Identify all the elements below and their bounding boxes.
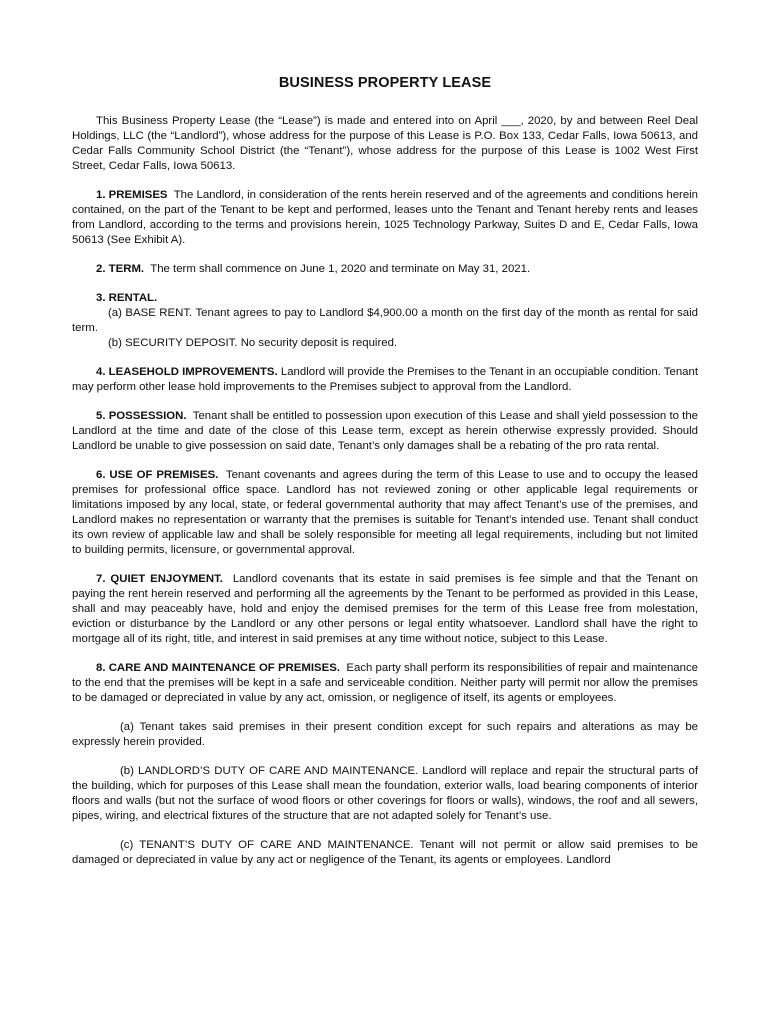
section-premises: [72, 188, 698, 248]
rental-base-rent: (a) BASE RENT. Tenant agrees to pay to Landlord $4,900.00 a month on the first day of the month as rental for said term.: [72, 307, 698, 334]
section-use-of-premises: [72, 468, 698, 558]
section-quiet-enjoyment: [72, 572, 698, 647]
section-term: [72, 262, 698, 277]
care-paragraph-a: (a) Tenant takes said premises in their present condition except for such repairs and alterations as may be expressly herein provided.: [72, 721, 698, 748]
section-leasehold-improvements: [72, 365, 698, 395]
document-body: [72, 74, 698, 882]
section-heading: 5. POSSESSION.: [96, 410, 187, 422]
document-title: BUSINESS PROPERTY LEASE: [278, 75, 492, 91]
section-heading: 3. RENTAL.: [96, 292, 158, 304]
section-heading: 7. QUIET ENJOYMENT.: [96, 573, 223, 585]
section-text: Landlord will provide the Premises to the Tenant in an occupiable condition. Tenant may perform other lease hold improvements to the Premises subject to approval from the Landlord.: [72, 366, 698, 393]
section-care-maintenance: [72, 661, 698, 706]
section-text: The Landlord, in consideration of the rents herein reserved and of the agreements and conditions herein contained, on the part of the Tenant to be kept and performed, leases unto the Tenant and Tenant hereby rents and leases from Landlord, according to the terms and provisions herein, 1025 Technology Parkway, Suites D and E, Cedar Falls, Iowa 50613 (See Exhibit A).: [72, 189, 699, 246]
section-heading: 6. USE OF PREMISES.: [96, 469, 219, 481]
section-text: Tenant covenants and agrees during the term of this Lease to use and to occupy the leased premises for professional office space. Landlord has not reviewed zoning or other applicable legal requirements or limitations imposed by any local, state, or federal governmental authority that may affect Tenant’s use of the premises, and Landlord makes no representation or warranty that the premises is suitable for Tenant’s intended use. Tenant shall conduct its own review of applicable law and shall be solely responsible for meeting all legal requirements, including but not limited to building permits, licensure, or governmental approval.: [72, 469, 698, 556]
section-possession: [72, 409, 698, 454]
section-heading: 2. TERM.: [96, 263, 145, 275]
care-paragraph-b: (b) LANDLORD’S DUTY OF CARE AND MAINTENANCE. Landlord will replace and repair the structural parts of the building, which for purposes of this Lease shall mean the foundation, exterior walls, load bearing components of interior floors and walls (but not the surface of wood floors or other coverings for floors or walls), windows, the roof and all sewers, pipes, wiring, and electrical fixtures of the structure that are not adapted solely for Tenant’s use.: [72, 765, 698, 822]
section-text: Each party shall perform its responsibilities of repair and maintenance to the end that the premises will be kept in a safe and serviceable condition. Neither party will permit nor allow the premises to be damaged or depreciated in value by any act, omission, or negligence of itself, its agents or employees.: [72, 662, 698, 704]
intro-paragraph: This Business Property Lease (the “Lease”) is made and entered into on April ___, 2020, by and between Reel Deal Holdings, LLC (the “Landlord”), whose address for the purpose of this Lease is P.O. Box 133, Cedar Falls, Iowa 50613, and Cedar Falls Community School District (the “Tenant”), whose address for the purpose of this Lease is 1002 West First Street, Cedar Falls, Iowa 50613.: [72, 115, 698, 172]
section-text: Tenant shall be entitled to possession upon execution of this Lease and shall yield possession to the Landlord at the time and date of the close of this Lease term, except as herein otherwise expressly provided. Should Landlord be unable to give possession on said date, Tenant’s only damages shall be a rebating of the pro rata rental.: [72, 410, 699, 452]
section-heading: 4. LEASEHOLD IMPROVEMENTS.: [96, 366, 278, 378]
section-heading: 8. CARE AND MAINTENANCE OF PREMISES.: [96, 662, 340, 674]
care-paragraph-c: (c) TENANT’S DUTY OF CARE AND MAINTENANCE. Tenant will not permit or allow said premises to be damaged or depreciated in value by any act or negligence of the Tenant, its agents or employees. Landlord: [72, 839, 698, 866]
section-text: The term shall commence on June 1, 2020 and terminate on May 31, 2021.: [150, 263, 531, 275]
section-heading: 1. PREMISES: [96, 189, 168, 201]
section-rental: [72, 291, 698, 351]
rental-security-deposit: (b) SECURITY DEPOSIT. No security deposit is required.: [108, 337, 398, 349]
section-text: Landlord covenants that its estate in said premises is fee simple and that the Tenant on paying the rent herein reserved and performing all the agreements by the Tenant to be performed as provided in this Lease, shall and may peaceably have, hold and enjoy the demised premises for the term of this Lease free from molestation, eviction or disturbance by the Landlord or any other persons or legal entity whatsoever. Landlord shall have the right to mortgage all of its right, title, and interest in said premises at any time without notice, subject to this Lease.: [72, 573, 698, 645]
